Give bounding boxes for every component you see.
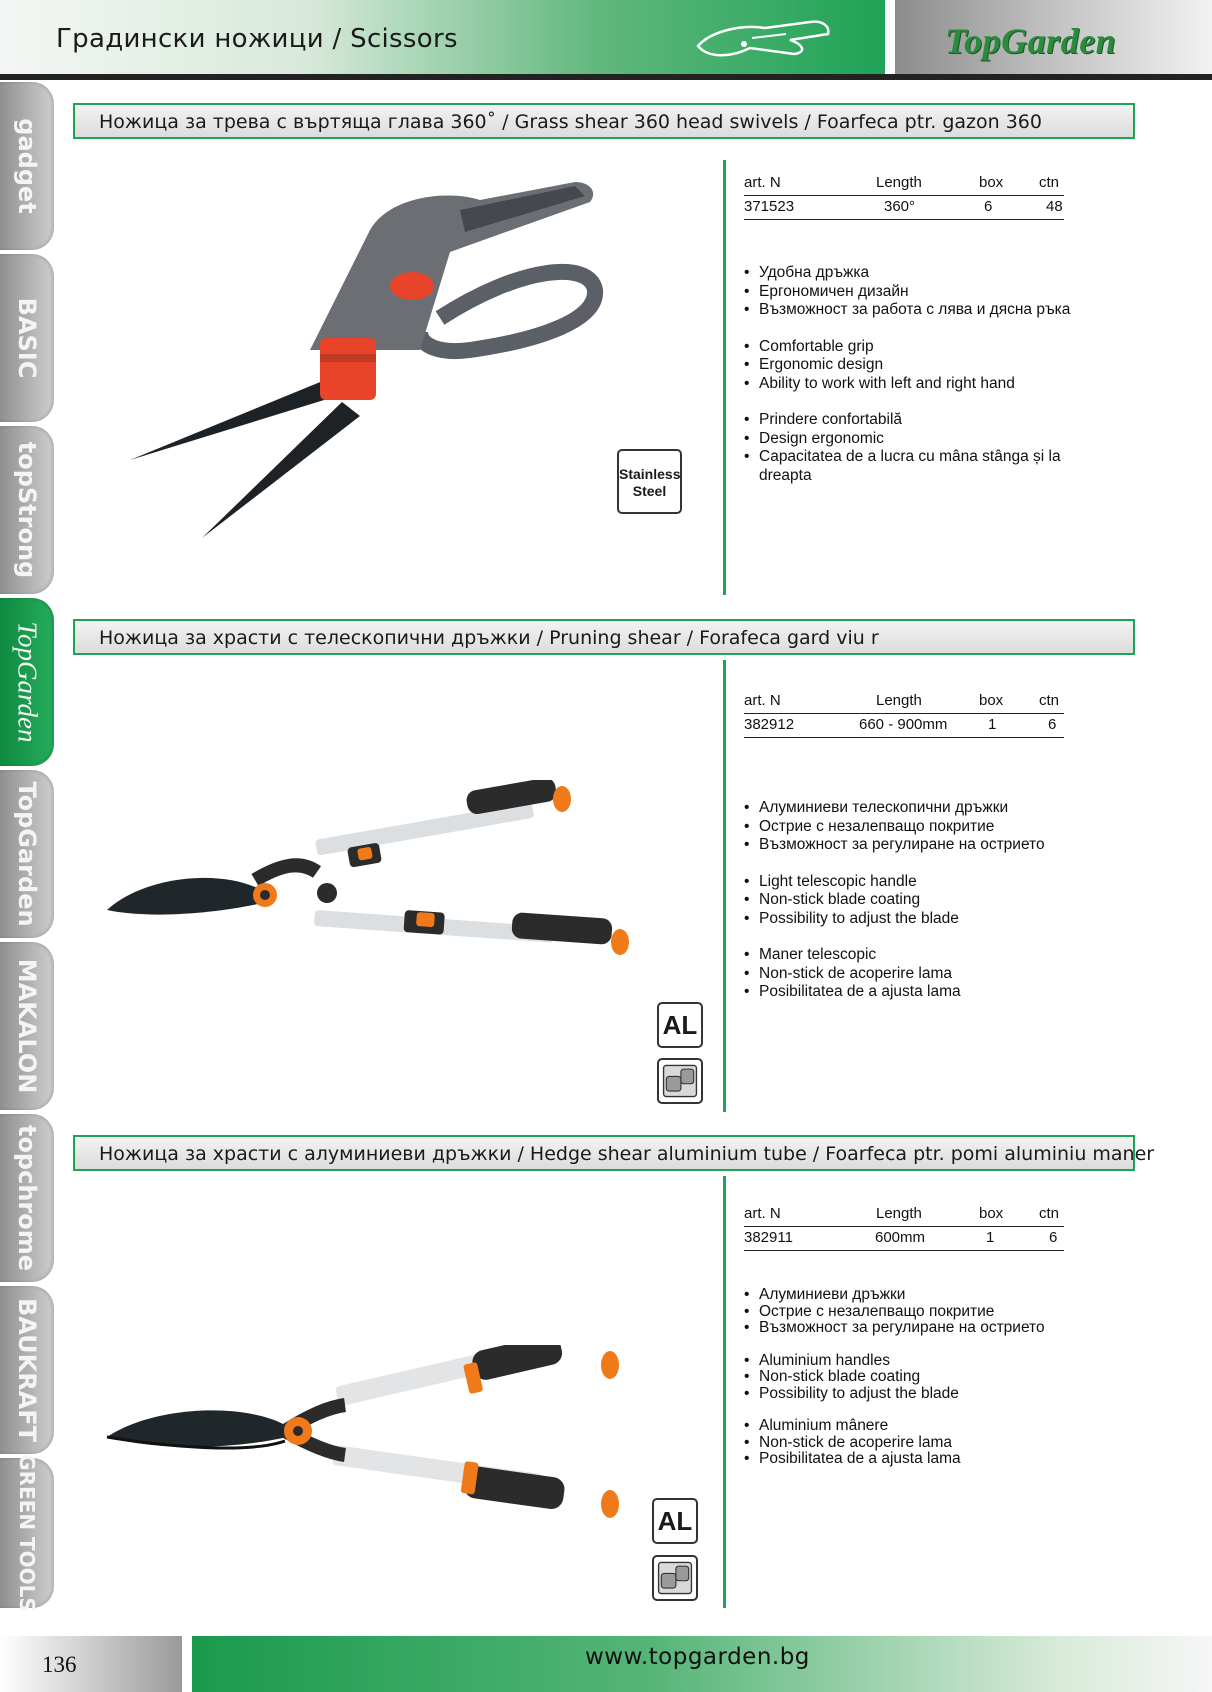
features-en <box>744 338 1104 394</box>
features-bg <box>744 264 1104 320</box>
feature-list <box>744 799 1104 1020</box>
sidebar-tab-label: TopGarden <box>12 621 43 743</box>
feature-item: • Non-stick blade coating <box>744 1369 1104 1386</box>
feature-item: • Non-stick de acoperire lama <box>744 965 1104 984</box>
spec-value: 6 <box>1048 716 1057 733</box>
features-ro <box>744 946 1104 1002</box>
spec-header: art. N <box>744 692 781 709</box>
spec-value: 6 <box>1049 1229 1058 1246</box>
spec-value: 382911 <box>744 1229 793 1246</box>
spec-value: 48 <box>1046 198 1063 215</box>
features-en <box>744 1353 1104 1403</box>
spec-header-row <box>744 172 1064 196</box>
sidebar-tab-gadget[interactable] <box>0 82 54 250</box>
hedge-shear-image <box>105 1345 620 1525</box>
sidebar-tab-label: topchrome <box>13 1124 41 1272</box>
sidebar-tab-label: GREEN TOOLS <box>15 1454 39 1612</box>
page-title: Градински ножици / Scissors <box>56 24 458 54</box>
spec-header: Length <box>876 174 922 191</box>
spec-header: Length <box>876 1205 922 1222</box>
feature-item: • Maner telescopic <box>744 946 1104 965</box>
feature-item: • Ability to work with left and right hand <box>744 375 1104 394</box>
spec-header: Length <box>876 692 922 709</box>
sidebar-tab-topgarden[interactable] <box>0 598 54 766</box>
feature-item: • Възможност за регулиране на острието <box>744 836 1104 855</box>
spec-value: 600mm <box>875 1229 926 1246</box>
product-title-bar <box>73 103 1135 139</box>
sidebar-tab-topstrong[interactable] <box>0 426 54 594</box>
section-divider <box>723 160 726 595</box>
feature-item: • Posibilitatea de a ajusta lama <box>744 1451 1104 1468</box>
spec-table <box>744 1203 1064 1251</box>
sidebar-tab-topgarden-premium[interactable] <box>0 770 54 938</box>
product-title: Ножица за трева с въртяща глава 360˚ / Grass shear 360 head swivels / Foarfeca ptr. gazon 360 <box>99 111 1042 133</box>
product-title-bar <box>73 619 1135 655</box>
header-divider <box>0 74 1212 80</box>
spec-value-row <box>744 714 1064 738</box>
feature-item: • Острие с незалепващо покритие <box>744 818 1104 837</box>
pruning-shear-image <box>105 780 645 970</box>
feature-item: • Posibilitatea de a ajusta lama <box>744 983 1104 1002</box>
page-number: 136 <box>42 1652 77 1677</box>
feature-item: • Aluminium handles <box>744 1353 1104 1370</box>
feature-item: • Ergonomic design <box>744 356 1104 375</box>
spec-value: 360° <box>884 198 916 215</box>
badge-line-1: Stainless <box>619 466 681 482</box>
stainless-steel-badge <box>617 449 682 514</box>
feature-item: • Ергономичен дизайн <box>744 283 1104 302</box>
spec-header: box <box>979 1205 1004 1222</box>
spec-value-row <box>744 196 1064 220</box>
grass-shear-image <box>120 170 610 540</box>
sidebar-tab-makalon[interactable] <box>0 942 54 1110</box>
website-link[interactable]: www.topgarden.bg <box>585 1644 810 1670</box>
spec-value: 371523 <box>744 198 795 215</box>
spec-value: 382912 <box>744 716 795 733</box>
feature-item: • Light telescopic handle <box>744 873 1104 892</box>
sidebar-tab-green-tools[interactable] <box>0 1454 54 1612</box>
spec-header: ctn <box>1039 692 1060 709</box>
features-bg <box>744 799 1104 855</box>
footer-left-band <box>0 1636 182 1692</box>
spec-header-row <box>744 690 1064 714</box>
feature-item: • Possibility to adjust the blade <box>744 1386 1104 1403</box>
sidebar-tab-label: BAUKRAFT <box>13 1297 41 1443</box>
non-stick-coating-icon <box>657 1058 703 1104</box>
sidebar-tab-topchrome[interactable] <box>0 1114 54 1282</box>
features-ro <box>744 411 1104 485</box>
feature-item: • Non-stick de acoperire lama <box>744 1435 1104 1452</box>
feature-item: • Острие с незалепващо покритие <box>744 1304 1104 1321</box>
feature-item: • Възможност за работа с лява и дясна ръка <box>744 301 1104 320</box>
spec-value: 1 <box>986 1229 995 1246</box>
spec-value: 1 <box>988 716 997 733</box>
spec-header: ctn <box>1039 174 1060 191</box>
spec-header-row <box>744 1203 1064 1227</box>
features-bg <box>744 1287 1104 1337</box>
aluminium-badge: AL <box>652 1498 698 1544</box>
feature-item: • Possibility to adjust the blade <box>744 910 1104 929</box>
spec-header: box <box>979 174 1004 191</box>
spec-header: ctn <box>1039 1205 1060 1222</box>
feature-list <box>744 1287 1104 1486</box>
feature-item: • Удобна дръжка <box>744 264 1104 283</box>
features-en <box>744 873 1104 929</box>
sidebar-tab-label: topStrong <box>13 441 41 579</box>
spec-value: 660 - 900mm <box>859 716 948 733</box>
spec-header: box <box>979 692 1004 709</box>
page-header <box>0 0 1212 74</box>
sidebar-tab-label: BASIC <box>13 297 41 379</box>
product-title-bar <box>73 1135 1155 1171</box>
feature-item: • Алуминиеви дръжки <box>744 1287 1104 1304</box>
non-stick-coating-icon <box>652 1555 698 1601</box>
spec-table <box>744 172 1064 220</box>
sidebar-tab-baukraft[interactable] <box>0 1286 54 1454</box>
sidebar-tab-label: gadget <box>13 118 41 214</box>
sidebar-tab-label: MAKALON <box>13 958 41 1094</box>
sidebar-tab-label: TopGarden <box>13 781 41 927</box>
product-title: Ножица за храсти с алуминиеви дръжки / Hedge shear aluminium tube / Foarfeca ptr. pomi aluminiu maner <box>99 1143 1155 1165</box>
spec-header: art. N <box>744 1205 781 1222</box>
features-ro <box>744 1418 1104 1468</box>
feature-item: • Възможност за регулиране на острието <box>744 1320 1104 1337</box>
feature-item: • Prindere confortabilă <box>744 411 1104 430</box>
badge-line-2: Steel <box>632 483 667 499</box>
feature-item: • Non-stick blade coating <box>744 891 1104 910</box>
section-divider <box>723 1176 726 1608</box>
feature-item: • Capacitatea de a lucra cu mâna stânga și la dreapta <box>744 448 1104 485</box>
aluminium-badge: AL <box>657 1002 703 1048</box>
feature-item: • Алуминиеви телескопични дръжки <box>744 799 1104 818</box>
feature-list <box>744 264 1104 503</box>
feature-item: • Design ergonomic <box>744 430 1104 449</box>
spec-value-row <box>744 1227 1064 1251</box>
feature-item: • Aluminium mânere <box>744 1418 1104 1435</box>
spec-value: 6 <box>984 198 993 215</box>
scissors-icon <box>690 14 840 64</box>
spec-table <box>744 690 1064 738</box>
feature-item: • Comfortable grip <box>744 338 1104 357</box>
spec-header: art. N <box>744 174 781 191</box>
product-title: Ножица за храсти с телескопични дръжки / Pruning shear / Forafeca gard viu r <box>99 627 879 649</box>
brand-logo: TopGarden <box>945 21 1117 61</box>
sidebar-tab-basic[interactable] <box>0 254 54 422</box>
section-divider <box>723 660 726 1112</box>
